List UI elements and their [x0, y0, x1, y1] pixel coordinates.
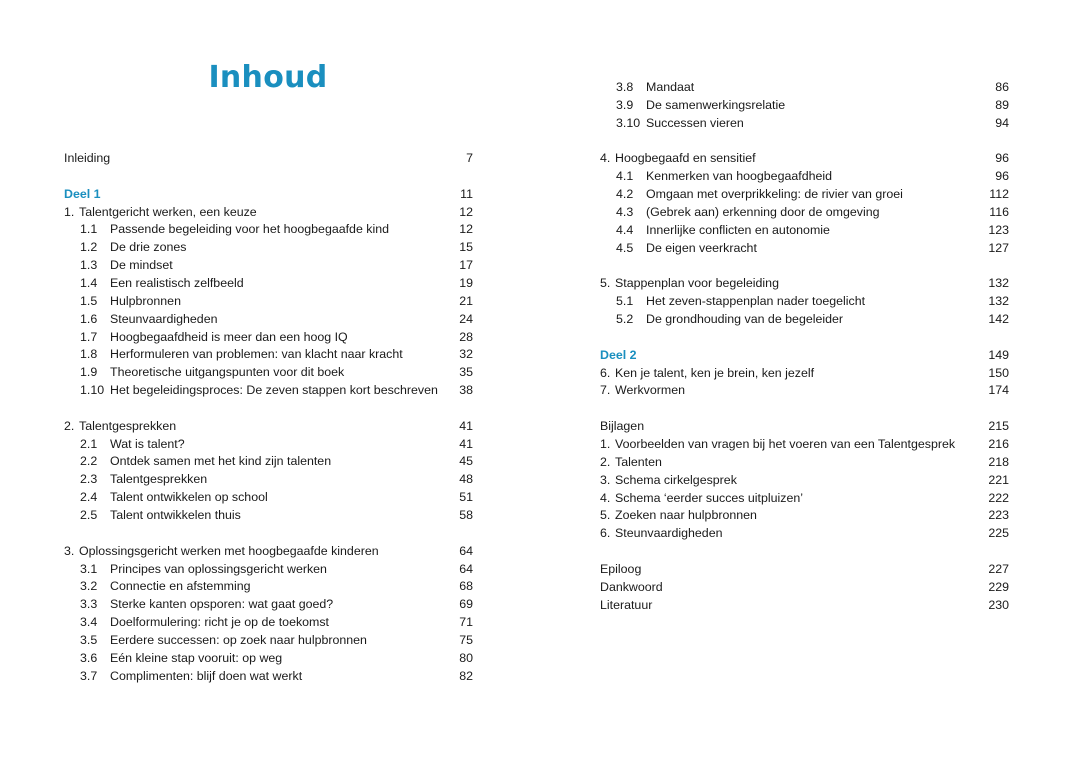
toc-subsection: [600, 96, 1009, 114]
toc-chapter: [600, 506, 1009, 524]
toc-entry-title: Talent ontwikkelen thuis: [110, 508, 241, 522]
toc-subsection: [64, 452, 473, 470]
toc-chapter: [600, 274, 1009, 292]
toc-entry-number: 3.: [64, 543, 75, 558]
toc-entry-title: Sterke kanten opsporen: wat gaat goed?: [110, 597, 334, 612]
toc-chapter: [600, 453, 1009, 471]
toc-subsection: [64, 238, 473, 256]
toc-entry-number: 5.: [600, 276, 611, 291]
toc-entry-page: 142: [988, 312, 1009, 327]
toc-entry-number: 1.1: [80, 222, 98, 237]
toc-entry-title: Inleiding: [64, 151, 111, 165]
toc-entry-page: 24: [459, 311, 473, 326]
toc-entry-title: Zoeken naar hulpbronnen: [615, 508, 757, 523]
toc-entry-title: Passende begeleiding voor het hoogbegaafde kind: [110, 222, 390, 237]
toc-entry-title: De eigen veerkracht: [646, 240, 757, 255]
toc-entry-number: 4.1: [616, 169, 634, 184]
toc-entry-page: 132: [988, 294, 1009, 309]
toc-entry-page: 96: [995, 151, 1009, 166]
toc-entry-title: Theoretische uitgangspunten voor dit boek: [110, 365, 345, 380]
toc-entry-page: 75: [459, 632, 473, 647]
toc-entry-number: 1.3: [80, 258, 98, 273]
toc-entry-number: 6.: [600, 365, 611, 380]
toc-entry-number: 5.: [600, 508, 611, 523]
toc-entry-number: 2.: [64, 418, 75, 433]
toc-entry-title: Werkvormen: [615, 383, 685, 398]
toc-entry-title: Hulpbronnen: [110, 293, 181, 308]
toc-subsection: [64, 470, 473, 488]
toc-entry-title: Hoogbegaafd en sensitief: [615, 151, 756, 166]
toc-entry-title: Voorbeelden van vragen bij het voeren van een Talentgesprek: [615, 437, 956, 451]
toc-subsection: [600, 292, 1009, 310]
toc-subsection: [64, 560, 473, 578]
toc-subsection: [64, 292, 473, 310]
toc-entry-page: 80: [459, 650, 473, 665]
toc-entry-page: 222: [988, 490, 1009, 505]
toc-entry-title: De grondhouding van de begeleider: [646, 312, 844, 327]
toc-subsection: [64, 488, 473, 506]
toc-subsection: [64, 613, 473, 631]
toc-entry-page: 11: [460, 186, 473, 201]
toc-entry-title: Deel 2: [600, 347, 637, 362]
toc-entry-page: 48: [459, 472, 473, 487]
toc-entry-page: 150: [988, 365, 1009, 380]
toc-entry-page: 41: [459, 418, 473, 433]
toc-chapter: [600, 578, 1009, 596]
toc-entry-number: 4.: [600, 151, 611, 166]
toc-entry-title: Wat is talent?: [110, 436, 185, 451]
toc-entry-title: (Gebrek aan) erkenning door de omgeving: [646, 204, 880, 219]
toc-entry-title: Oplossingsgericht werken met hoogbegaafde kinderen: [79, 543, 379, 558]
toc-subsection: [64, 328, 473, 346]
toc-part-heading: [64, 185, 473, 203]
toc-entry-title: De samenwerkingsrelatie: [646, 97, 786, 112]
toc-entry-page: 45: [459, 454, 473, 469]
toc-entry-page: 116: [989, 204, 1009, 219]
toc-entry-title: Talentgericht werken, een keuze: [79, 204, 257, 219]
toc-entry-title: Een realistisch zelfbeeld: [110, 275, 244, 290]
toc-subsection: [600, 114, 1009, 132]
toc-entry-number: 4.5: [616, 240, 634, 255]
toc-entry-number: 6.: [600, 526, 611, 541]
toc-entry-number: 2.2: [80, 454, 98, 469]
toc-entry-page: 229: [988, 579, 1009, 594]
toc-entry-title: Talent ontwikkelen op school: [110, 490, 268, 505]
toc-subsection: [64, 363, 473, 381]
toc-entry-number: 2.1: [80, 436, 98, 451]
toc-subsection: [64, 506, 473, 524]
toc-entry-page: 21: [459, 293, 473, 308]
toc-subsection: [64, 274, 473, 292]
toc-subsection: [600, 167, 1009, 185]
toc-chapter: [600, 417, 1009, 435]
toc-entry-page: 82: [459, 668, 473, 683]
toc-entry-title: Talenten: [615, 454, 662, 469]
toc-entry-page: 32: [459, 347, 473, 362]
toc-entry-page: 69: [459, 597, 473, 612]
toc-entry-number: 2.4: [80, 490, 98, 505]
toc-entry-number: 3.1: [80, 561, 98, 576]
toc-entry-number: 4.2: [616, 187, 634, 202]
toc-entry-page: 221: [988, 472, 1009, 487]
toc-entry-title: De mindset: [110, 258, 173, 273]
toc-entry-title: Innerlijke conflicten en autonomie: [646, 222, 830, 237]
toc-part-heading: [600, 346, 1009, 364]
toc-entry-page: 71: [459, 615, 473, 630]
toc-entry-page: 230: [988, 597, 1009, 612]
toc-entry-number: 1.8: [80, 347, 98, 362]
toc-entry-title: Talentgesprekken: [110, 472, 208, 487]
toc-chapter: [600, 489, 1009, 507]
toc-entry-page: 12: [459, 222, 473, 237]
toc-entry-page: 216: [988, 437, 1009, 451]
toc-entry-number: 7.: [600, 383, 611, 398]
toc-entry-title: Successen vieren: [646, 115, 744, 130]
toc-entry-title: Deel 1: [64, 186, 101, 201]
toc-entry-title: Talentgesprekken: [79, 418, 177, 433]
toc-entry-title: Connectie en afstemming: [110, 579, 251, 594]
toc-entry-number: 3.4: [80, 615, 98, 630]
toc-entry-page: 89: [995, 97, 1009, 112]
toc-entry-number: 3.6: [80, 650, 98, 665]
toc-entry-number: 3.8: [616, 80, 634, 94]
toc-entry-title: Dankwoord: [600, 579, 663, 594]
toc-chapter: [64, 149, 473, 167]
toc-subsection: [600, 78, 1009, 96]
toc-entry-number: 1.9: [80, 365, 98, 380]
toc-entry-page: 7: [466, 151, 473, 165]
toc-subsection: [64, 667, 473, 685]
toc-chapter: [600, 364, 1009, 382]
toc-entry-number: 1.2: [80, 240, 98, 255]
toc-entry-page: 149: [988, 347, 1009, 362]
toc-chapter: [600, 435, 1009, 453]
toc-entry-number: 4.4: [616, 222, 634, 237]
toc-subsection: [64, 256, 473, 274]
toc-chapter: [600, 471, 1009, 489]
toc-subsection: [64, 631, 473, 649]
toc-entry-number: 5.1: [616, 294, 634, 309]
toc-entry-number: 1.7: [80, 329, 98, 344]
toc-subsection: [64, 381, 473, 399]
toc-entry-number: 1.5: [80, 293, 98, 308]
page-title: Inhoud: [208, 60, 328, 95]
toc-entry-number: 2.: [600, 454, 611, 469]
toc-subsection: [64, 310, 473, 328]
toc-entry-title: Principes van oplossingsgericht werken: [110, 561, 327, 576]
toc-entry-page: 223: [988, 508, 1009, 523]
toc-entry-title: Eén kleine stap vooruit: op weg: [110, 650, 283, 665]
toc-entry-title: Literatuur: [600, 597, 653, 612]
toc-entry-title: Het begeleidingsproces: De zeven stappen kort beschreven: [110, 383, 438, 398]
toc-entry-title: Omgaan met overprikkeling: de rivier van groei: [646, 187, 903, 202]
toc-subsection: [600, 221, 1009, 239]
toc-subsection: [600, 310, 1009, 328]
toc-entry-title: Ken je talent, ken je brein, ken jezelf: [615, 365, 815, 380]
toc-entry-page: 17: [459, 258, 473, 273]
toc-entry-page: 123: [988, 222, 1009, 237]
toc-entry-page: 19: [459, 275, 473, 290]
toc-subsection: [64, 220, 473, 238]
toc-entry-title: Hoogbegaafdheid is meer dan een hoog IQ: [110, 329, 348, 344]
toc-chapter: [600, 149, 1009, 167]
toc-entry-title: Herformuleren van problemen: van klacht naar kracht: [110, 347, 403, 362]
toc-entry-title: Steunvaardigheden: [615, 526, 723, 541]
toc-entry-number: 2.3: [80, 472, 98, 487]
toc-entry-title: Steunvaardigheden: [110, 311, 218, 326]
toc-entry-number: 1.: [600, 437, 611, 451]
toc-entry-number: 3.9: [616, 97, 634, 112]
toc-entry-title: Schema cirkelgesprek: [615, 472, 737, 487]
toc-entry-page: 68: [459, 579, 473, 594]
toc-entry-title: Het zeven-stappenplan nader toegelicht: [646, 294, 866, 309]
toc-entry-number: 3.: [600, 472, 611, 487]
toc-entry-number: 1.10: [80, 383, 105, 398]
toc-entry-page: 112: [989, 187, 1009, 202]
toc-entry-page: 12: [459, 204, 473, 219]
toc-entry-page: 215: [988, 419, 1009, 434]
toc-subsection: [64, 649, 473, 667]
toc-entry-page: 15: [459, 240, 473, 255]
toc-entry-title: Stappenplan voor begeleiding: [615, 276, 779, 291]
toc-chapter: [64, 417, 473, 435]
toc-entry-title: Doelformulering: richt je op de toekomst: [110, 615, 330, 630]
toc-entry-page: 132: [988, 276, 1009, 291]
toc-entry-number: 4.: [600, 490, 611, 505]
toc-entry-page: 227: [988, 561, 1009, 576]
toc-entry-number: 5.2: [616, 312, 634, 327]
toc-entry-page: 218: [988, 454, 1009, 469]
toc-chapter: [600, 560, 1009, 578]
toc-entry-page: 86: [995, 80, 1009, 94]
toc-chapter: [64, 203, 473, 221]
toc-subsection: [64, 435, 473, 453]
toc-entry-title: Kenmerken van hoogbegaafdheid: [646, 169, 833, 184]
toc-entry-title: Bijlagen: [600, 419, 645, 434]
toc-entry-page: 58: [459, 508, 473, 522]
toc-chapter: [64, 542, 473, 560]
toc-entry-page: 127: [988, 240, 1009, 255]
toc-entry-number: 1.4: [80, 275, 98, 290]
toc-entry-number: 1.: [64, 204, 75, 219]
toc-subsection: [600, 203, 1009, 221]
toc-chapter: [600, 381, 1009, 399]
toc-entry-page: 64: [459, 543, 473, 558]
toc-entry-number: 3.2: [80, 579, 98, 594]
toc-entry-title: Ontdek samen met het kind zijn talenten: [110, 454, 332, 469]
toc-entry-page: 94: [995, 115, 1009, 130]
toc-subsection: [64, 577, 473, 595]
toc-entry-title: Complimenten: blijf doen wat werkt: [110, 668, 303, 683]
toc-subsection: [600, 239, 1009, 257]
toc-entry-title: Schema ‘eerder succes uitpluizen’: [615, 490, 804, 505]
toc-subsection: [64, 345, 473, 363]
toc-entry-number: 3.7: [80, 668, 98, 683]
toc-entry-page: 96: [995, 169, 1009, 184]
toc-entry-page: 38: [459, 383, 473, 398]
toc-entry-page: 174: [988, 383, 1009, 398]
toc-entry-page: 28: [459, 329, 473, 344]
toc-chapter: [600, 596, 1009, 614]
toc-entry-title: De drie zones: [110, 240, 187, 255]
toc-entry-number: 3.5: [80, 632, 98, 647]
toc-chapter: [600, 524, 1009, 542]
toc-entry-page: 64: [459, 561, 473, 576]
toc-subsection: [64, 595, 473, 613]
toc-entry-title: Eerdere successen: op zoek naar hulpbronnen: [110, 632, 367, 647]
toc-entry-number: 3.3: [80, 597, 98, 612]
toc-entry-page: 41: [459, 436, 473, 451]
toc-entry-page: 35: [459, 365, 473, 380]
toc-entry-number: 2.5: [80, 508, 98, 522]
toc-entry-page: 51: [459, 490, 473, 505]
toc-entry-title: Mandaat: [646, 80, 695, 94]
toc-entry-title: Epiloog: [600, 561, 642, 576]
toc-entry-page: 225: [988, 526, 1009, 541]
toc-subsection: [600, 185, 1009, 203]
toc-entry-number: 4.3: [616, 204, 634, 219]
toc-entry-number: 3.10: [616, 115, 641, 130]
toc-entry-number: 1.6: [80, 311, 98, 326]
